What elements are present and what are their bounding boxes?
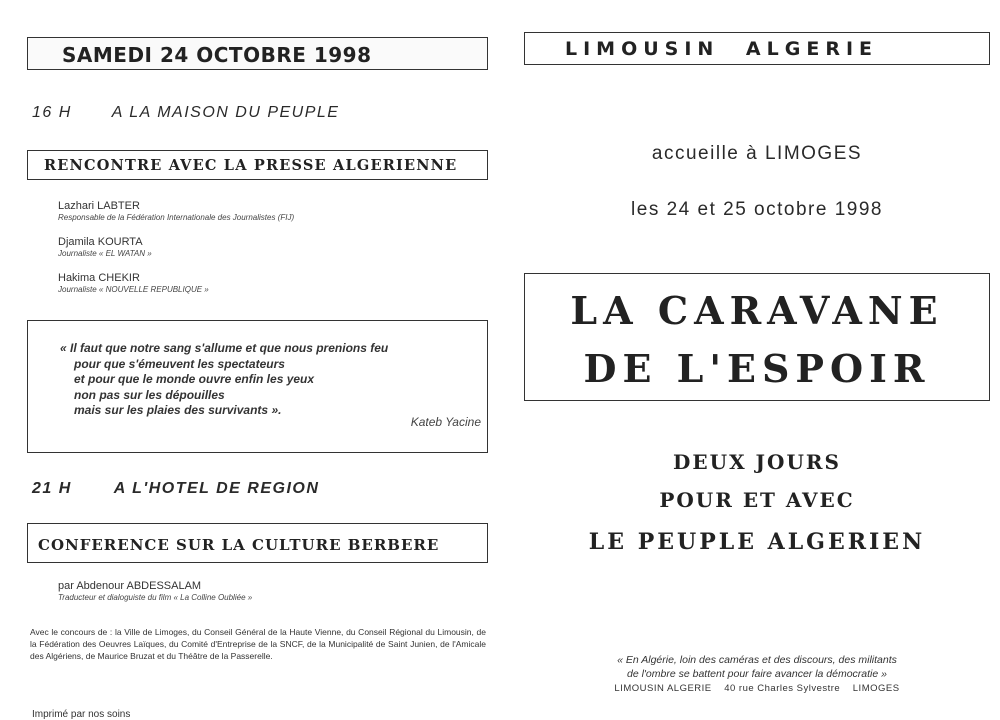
quote-author: Kateb Yacine bbox=[410, 415, 481, 429]
footer-quote-line2: de l'ombre se battent pour faire avancer la démocratie » bbox=[627, 668, 887, 680]
session2-heading bbox=[32, 480, 319, 498]
welcomes-text: accueille à LIMOGES bbox=[651, 143, 863, 164]
quote-line: et pour que le monde ouvre enfin les yeux bbox=[74, 372, 315, 386]
footer-address: LIMOUSIN ALGERIE 40 rue Charles Sylvestre LIMOGES bbox=[614, 683, 900, 694]
session1-title: RENCONTRE AVEC LA PRESSE ALGERIENNE bbox=[44, 157, 458, 174]
main-title-box bbox=[524, 273, 990, 401]
speaker2-name: par Abdenour ABDESSALAM bbox=[58, 580, 202, 592]
session2-time: 21 H bbox=[32, 480, 72, 497]
speaker-role: Journaliste « EL WATAN » bbox=[58, 249, 152, 258]
footer-quote-line1: « En Algérie, loin des caméras et des discours, des militants bbox=[617, 654, 897, 666]
session1-heading bbox=[32, 104, 339, 122]
quote-line: « Il faut que notre sang s'allume et que nous prenions feu bbox=[60, 341, 389, 355]
speaker bbox=[58, 272, 478, 308]
session2-title-box bbox=[27, 523, 488, 563]
session1-title-box bbox=[27, 150, 488, 180]
printed-note: Imprimé par nos soins bbox=[32, 709, 131, 720]
dates-text: les 24 et 25 octobre 1998 bbox=[631, 199, 883, 220]
subtitle-line3: LE PEUPLE ALGERIEN bbox=[588, 529, 926, 555]
speaker-role: Responsable de la Fédération Internationale des Journalistes (FIJ) bbox=[58, 213, 295, 222]
quote-line: non pas sur les dépouilles bbox=[74, 387, 225, 402]
session1-time: 16 H bbox=[32, 104, 72, 121]
date-header-box bbox=[27, 37, 488, 70]
speaker-name: Lazhari LABTER bbox=[58, 200, 140, 212]
support-text: Avec le concours de : la Ville de Limoges, du Conseil Général de la Haute Vienne, du Conseil Régional du Limousin, de la Fédération des Oeuvres Laïques, du Comité d'Entreprise de la SNCF, de la Municipalité de Saint Junien, de l'Amicale des Algériens, de Maurice Bruzat et du Théâtre de la Passerelle. bbox=[30, 627, 486, 661]
speaker2 bbox=[58, 580, 478, 602]
footer-quote bbox=[524, 653, 990, 681]
speaker bbox=[58, 200, 478, 236]
speaker-name: Hakima CHEKIR bbox=[58, 272, 140, 284]
speakers-list bbox=[58, 200, 478, 308]
main-title-line1: LA CARAVANE bbox=[570, 288, 944, 333]
main-title-line2: DE L'ESPOIR bbox=[583, 346, 931, 391]
subtitle-line1: DEUX JOURS bbox=[673, 450, 841, 474]
subtitle-line2: POUR ET AVEC bbox=[659, 488, 855, 512]
session2-place: A L'HOTEL DE REGION bbox=[113, 480, 320, 497]
speaker bbox=[58, 236, 478, 272]
quote-box bbox=[27, 320, 488, 453]
session2-title: CONFERENCE SUR LA CULTURE BERBERE bbox=[38, 536, 440, 554]
org-header-box bbox=[524, 32, 990, 65]
org-header: LIMOUSIN ALGERIE bbox=[565, 38, 878, 60]
speaker2-role: Traducteur et dialoguiste du film « La Colline Oubliée » bbox=[58, 593, 253, 602]
speaker-role: Journaliste « NOUVELLE REPUBLIQUE » bbox=[58, 285, 209, 294]
speaker-name: Djamila KOURTA bbox=[58, 236, 143, 248]
quote-text bbox=[60, 341, 388, 419]
date-header: SAMEDI 24 OCTOBRE 1998 bbox=[62, 43, 372, 67]
quote-line: pour que s'émeuvent les spectateurs bbox=[74, 356, 285, 371]
quote-line: mais sur les plaies des survivants ». bbox=[74, 403, 282, 417]
session1-place: A LA MAISON DU PEUPLE bbox=[111, 104, 340, 121]
